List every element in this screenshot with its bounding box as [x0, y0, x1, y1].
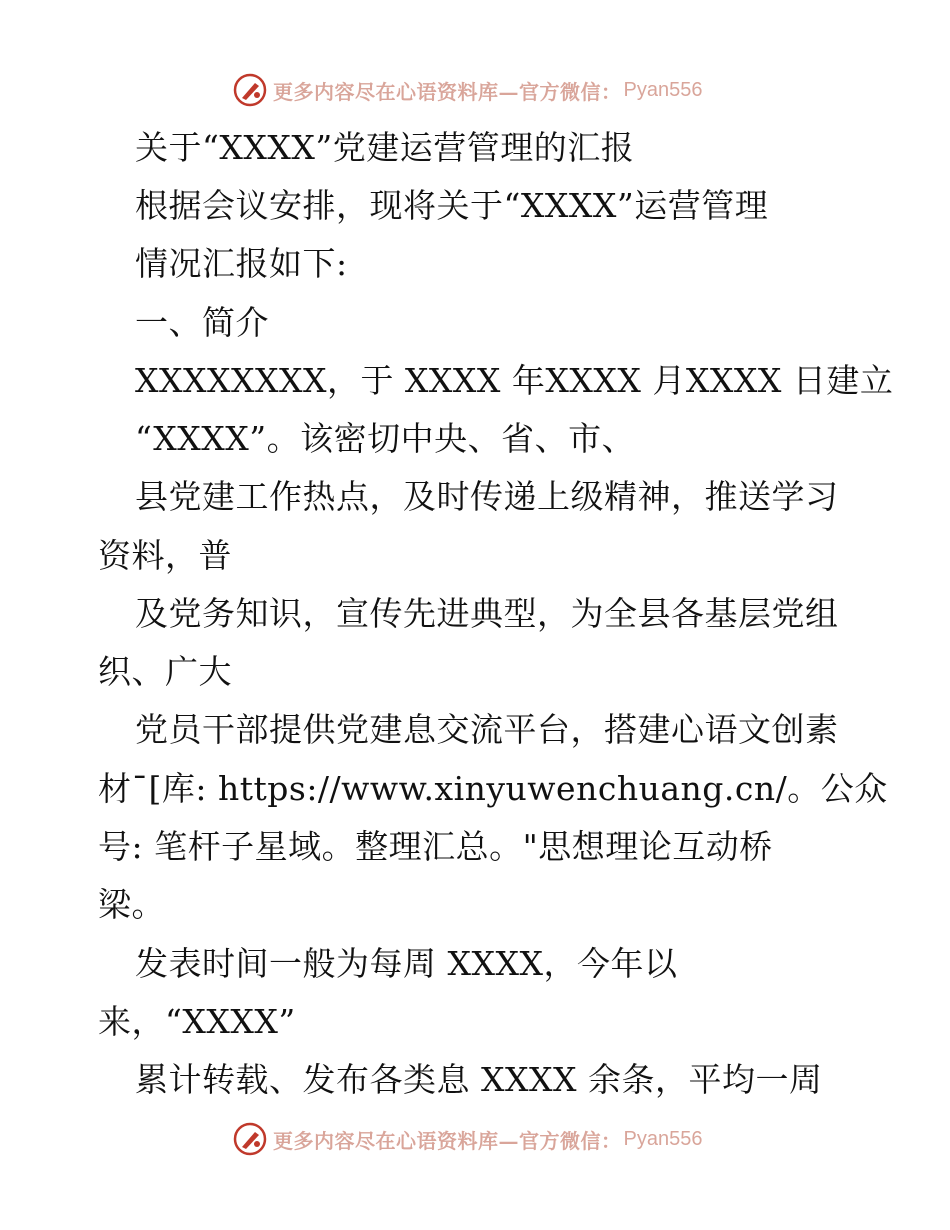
doc-line: 资料，普 [98, 536, 232, 575]
pen-circle-icon [233, 73, 267, 107]
doc-line: XXXXXXXX，于 XXXX 年XXXX 月XXXX 日建立 [135, 361, 894, 400]
doc-line: 情况汇报如下: [135, 244, 348, 283]
footer-watermark [233, 1121, 702, 1157]
doc-line: 县党建工作热点，及时传递上级精神，推送学习 [135, 477, 839, 516]
section-heading: 一、简介 [135, 303, 269, 342]
doc-line: 号: 笔杆子星域。整理汇总。"思想理论互动桥 [98, 827, 773, 866]
header-watermark [233, 72, 702, 108]
doc-line: “XXXX”。该密切中央、省、市、 [135, 419, 636, 458]
doc-line: 及党务知识，宣传先进典型，为全县各基层党组 [135, 594, 839, 633]
watermark-account: Pyan556 [623, 78, 703, 101]
doc-line: 材¯[库: https://www.xinyuwenchuang.cn/。公众 [98, 769, 888, 808]
doc-line: 党员干部提供党建息交流平台，搭建心语文创素 [135, 710, 839, 749]
pen-circle-icon [233, 1122, 267, 1156]
doc-line: 梁。 [98, 885, 165, 924]
watermark-text: 更多内容尽在心语资料库—官方微信： [273, 1128, 622, 1153]
doc-line: 发表时间一般为每周 XXXX，今年以 [135, 944, 678, 983]
doc-line: 根据会议安排，现将关于“XXXX”运营管理 [135, 186, 769, 225]
watermark-text: 更多内容尽在心语资料库—官方微信： [273, 79, 622, 104]
doc-line: 织、广大 [98, 652, 232, 691]
doc-line: 来，“XXXX” [98, 1002, 296, 1041]
doc-line: 累计转载、发布各类息 XXXX 余条，平均一周 [135, 1060, 823, 1099]
doc-title: 关于“XXXX”党建运营管理的汇报 [135, 128, 635, 167]
watermark-account: Pyan556 [623, 1127, 703, 1150]
